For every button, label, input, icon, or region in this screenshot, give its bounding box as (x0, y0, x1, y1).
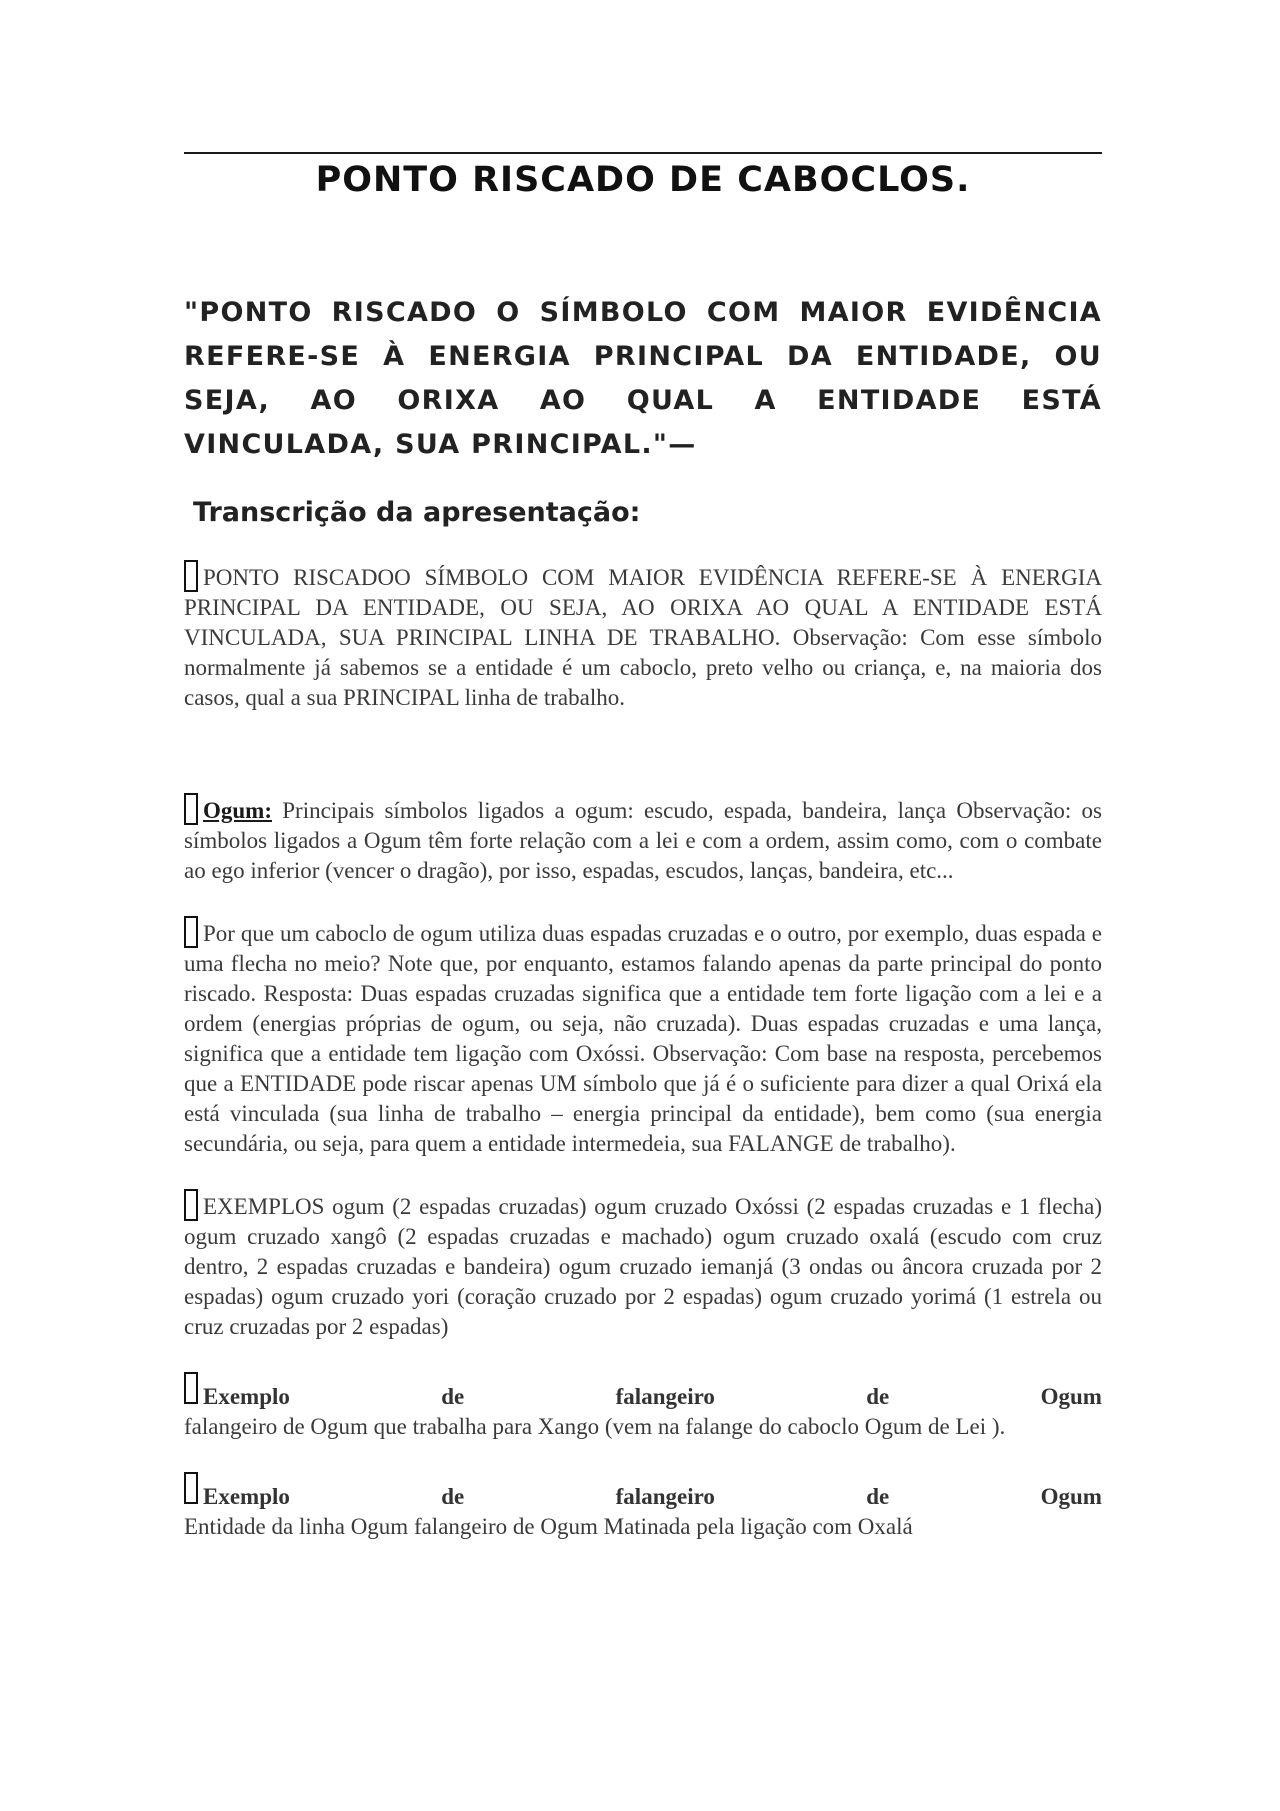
example-falangeiro-2 (184, 1472, 1102, 1542)
example-heading-line (184, 1472, 1102, 1512)
paragraph-question (184, 916, 1102, 1159)
quote-block: "PONTO RISCADO O SÍMBOLO COM MAIOR EVIDÊNCIA REFERE-SE À ENERGIA PRINCIPAL DA ENTIDADE, OU SEJA, AO ORIXA AO QUAL A ENTIDADE ESTÁ VINCULADA, SUA PRINCIPAL."— (184, 297, 1102, 460)
paragraph-ponto-riscado (184, 560, 1102, 713)
example-word: falangeiro (615, 1484, 715, 1509)
example-word: Ogum (1040, 1484, 1102, 1509)
example-word: de (441, 1384, 465, 1409)
example-body: Entidade da linha Ogum falangeiro de Ogum Matinada pela ligação com Oxalá (184, 1514, 913, 1539)
missing-glyph-box-icon (184, 1472, 198, 1504)
paragraph-examples (184, 1189, 1102, 1342)
document-page (184, 152, 1102, 1542)
missing-glyph-box-icon (184, 1372, 198, 1404)
ogum-label: Ogum: (203, 798, 272, 823)
paragraph-ogum (184, 793, 1102, 886)
missing-glyph-box-icon (184, 1189, 198, 1221)
example-heading-line (184, 1372, 1102, 1412)
transcription-heading: Transcrição da apresentação: (193, 497, 641, 528)
missing-glyph-box-icon (184, 916, 198, 948)
example-body: falangeiro de Ogum que trabalha para Xango (vem na falange do caboclo Ogum de Lei ). (184, 1414, 1006, 1439)
example-word: Ogum (1040, 1384, 1102, 1409)
example-word: Exemplo (203, 1484, 290, 1509)
example-word: de (866, 1384, 890, 1409)
example-word: de (866, 1484, 890, 1509)
example-word: de (441, 1484, 465, 1509)
missing-glyph-box-icon (184, 793, 198, 825)
paragraph-text: EXEMPLOS ogum (2 espadas cruzadas) ogum cruzado Oxóssi (2 espadas cruzadas e 1 flecha) ogum cruzado xangô (2 espadas cruzadas e machado) ogum cruzado oxalá (escudo com cruz dentro, 2 espadas cruzadas e bandeira) ogum cruzado iemanjá (3 ondas ou âncora cruzada por 2 espadas) ogum cruzado yori (coração cruzado por 2 espadas) ogum cruzado yorimá (1 estrela ou cruz cruzadas por 2 espadas) (184, 1194, 1102, 1339)
example-word: falangeiro (615, 1384, 715, 1409)
example-falangeiro-1 (184, 1372, 1102, 1442)
paragraph-text: Principais símbolos ligados a ogum: escudo, espada, bandeira, lança Observação: os símbolos ligados a Ogum têm forte relação com a lei e com a ordem, assim como, com o combate ao ego inferior (vencer o dragão), por isso, espadas, escudos, lanças, bandeira, etc... (184, 798, 1102, 883)
title-rule (184, 152, 1102, 154)
paragraph-text: PONTO RISCADOO SÍMBOLO COM MAIOR EVIDÊNCIA REFERE-SE À ENERGIA PRINCIPAL DA ENTIDADE, OU SEJA, AO ORIXA AO QUAL A ENTIDADE ESTÁ VINCULADA, SUA PRINCIPAL LINHA DE TRABALHO. Observação: Com esse símbolo normalmente já sabemos se a entidade é um caboclo, preto velho ou criança, e, na maioria dos casos, qual a sua PRINCIPAL linha de trabalho. (184, 565, 1102, 710)
paragraph-text: Por que um caboclo de ogum utiliza duas espadas cruzadas e o outro, por exemplo, duas espada e uma flecha no meio? Note que, por enquanto, estamos falando apenas da parte principal do ponto riscado. Resposta: Duas espadas cruzadas significa que a entidade tem forte ligação com a lei e a ordem (energias próprias de ogum, ou seja, não cruzada). Duas espadas cruzadas e uma lança, significa que a entidade tem ligação com Oxóssi. Observação: Com base na resposta, percebemos que a ENTIDADE pode riscar apenas UM símbolo que já é o suficiente para dizer a qual Orixá ela está vinculada (sua linha de trabalho – energia principal da entidade), bem como (sua energia secundária, ou seja, para quem a entidade intermedeia, sua FALANGE de trabalho). (184, 921, 1102, 1156)
missing-glyph-box-icon (184, 560, 198, 592)
document-title: PONTO RISCADO DE CABOCLOS. (315, 160, 971, 200)
example-word: Exemplo (203, 1384, 290, 1409)
